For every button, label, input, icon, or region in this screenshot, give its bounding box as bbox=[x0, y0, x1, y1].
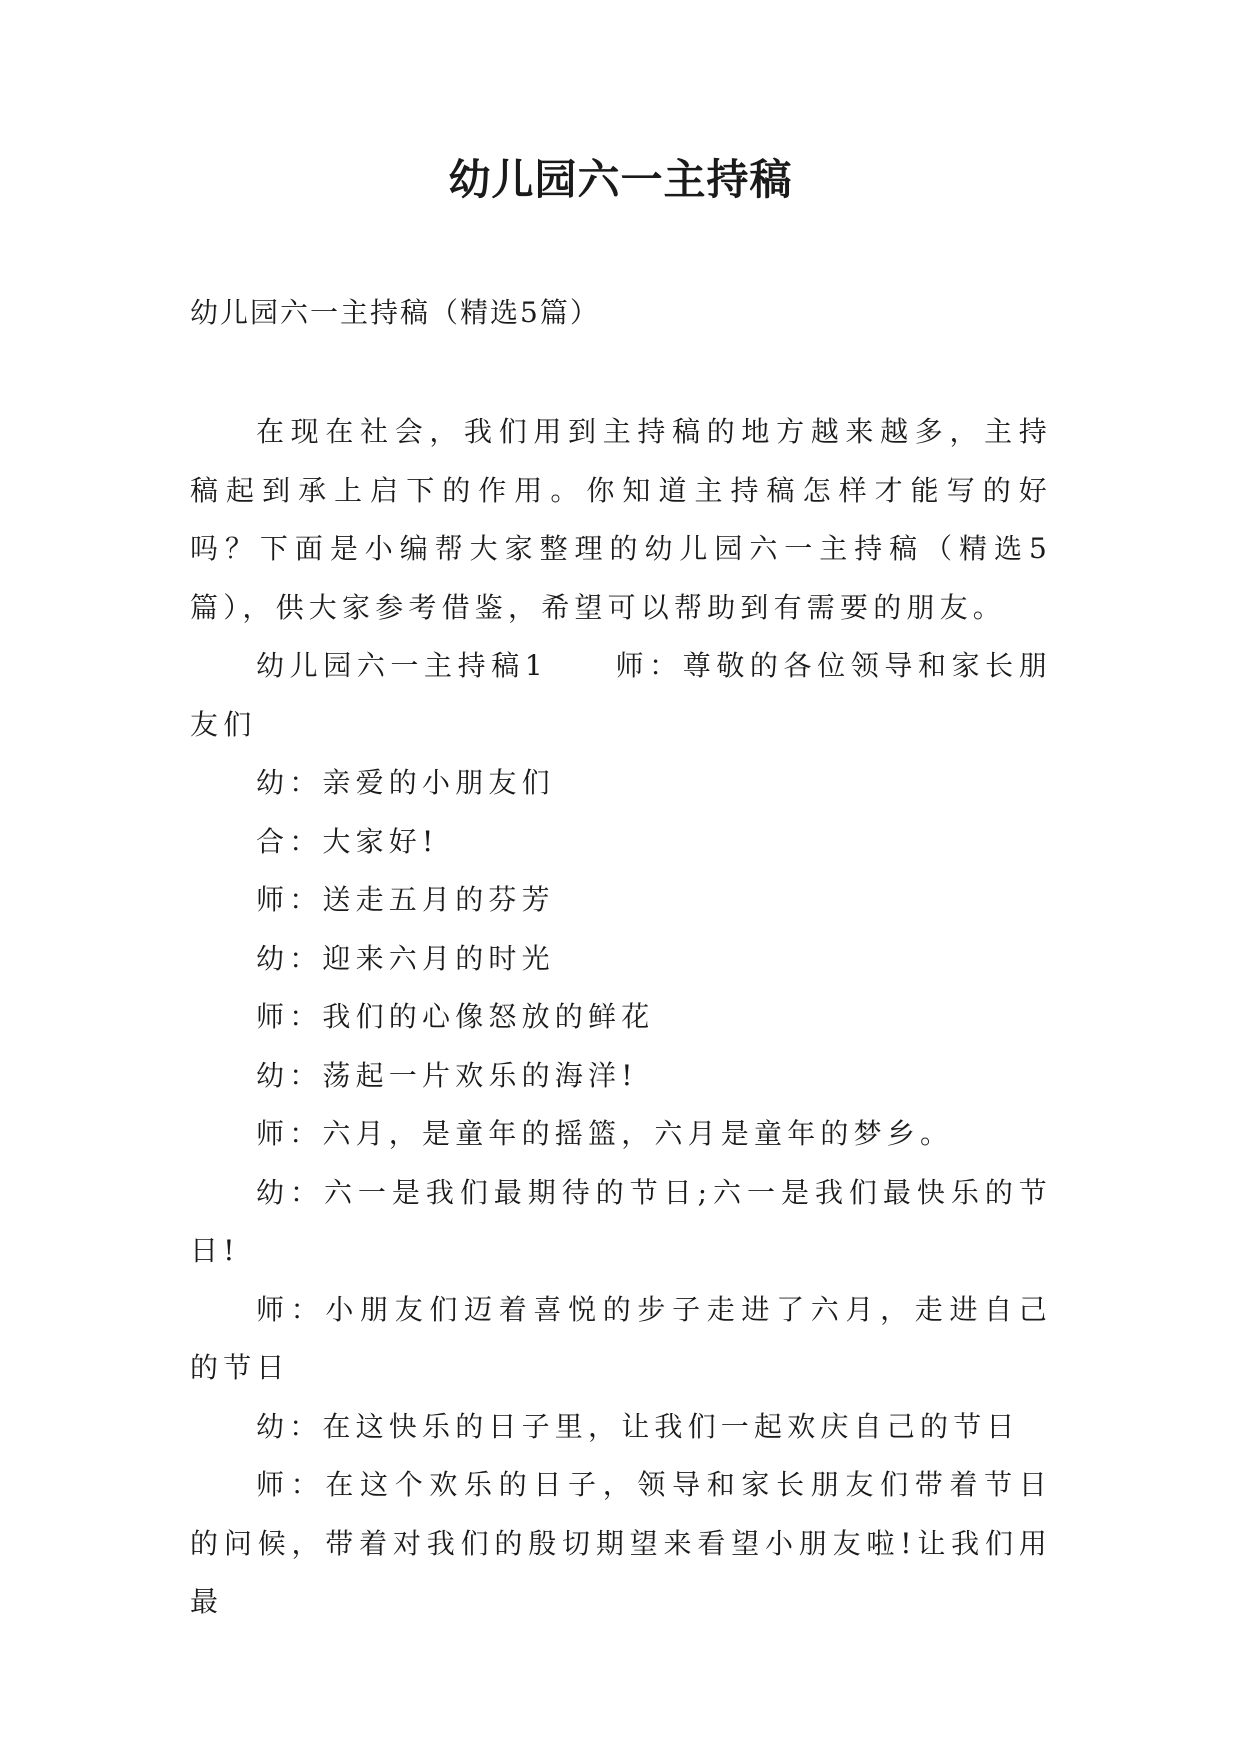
document-title: 幼儿园六一主持稿 bbox=[448, 155, 793, 204]
paragraph-line: 师：我们的心像怒放的鲜花 bbox=[256, 1000, 655, 1033]
paragraph-line: 幼：迎来六月的时光 bbox=[256, 941, 555, 975]
paragraph-line: 师：六月，是童年的摇篮，六月是童年的梦乡。 bbox=[256, 1117, 954, 1150]
paragraph-line: 幼：在这快乐的日子里，让我们一起欢庆自己的节日 bbox=[256, 1409, 1020, 1443]
paragraph-intro: 在现在社会，我们用到主持稿的地方越来越多，主持稿起到承上启下的作用。你知道主持稿怎样才能写的好吗？下面是小编帮大家整理的幼儿园六一主持稿（精选5篇），供大家参考借鉴，希望可以帮助到有需要的朋友。 bbox=[190, 415, 1052, 624]
paragraph-line: 师：小朋友们迈着喜悦的步子走进了六月，走进自己的节日 bbox=[190, 1292, 1052, 1384]
document-body bbox=[190, 403, 1052, 1632]
paragraph-line: 师：在这个欢乐的日子，领导和家长朋友们带着节日的问候，带着对我们的殷切期望来看望小朋友啦!让我们用最 bbox=[190, 1468, 1052, 1618]
paragraph-line: 幼：六一是我们最期待的节日;六一是我们最快乐的节日! bbox=[190, 1175, 1052, 1267]
paragraph-line: 幼：亲爱的小朋友们 bbox=[256, 766, 555, 799]
paragraph-line: 合：大家好! bbox=[256, 824, 439, 858]
document-subtitle: 幼儿园六一主持稿（精选5篇） bbox=[190, 296, 600, 329]
paragraph-line: 幼：荡起一片欢乐的海洋! bbox=[256, 1058, 638, 1092]
paragraph-script-heading: 幼儿园六一主持稿1 师：尊敬的各位领导和家长朋友们 bbox=[190, 649, 1052, 741]
paragraph-line: 师：送走五月的芬芳 bbox=[256, 883, 555, 916]
